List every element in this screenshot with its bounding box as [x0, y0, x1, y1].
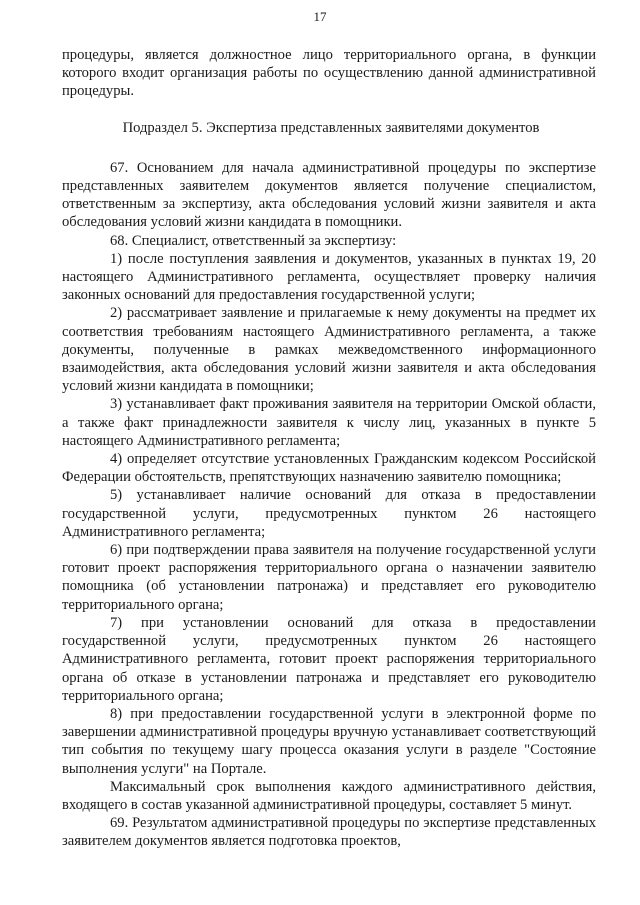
list-item-2: 2) рассматривает заявление и прилагаемые к нему документы на предмет их соответствия требованиям настоящего Административного регламента, а также документы, полученные в рамках межведомственного информационного взаимодействия, акта обследования условий жизни заявителя и акта обследования условий жизни кандидата в помощники; — [62, 305, 596, 395]
body-text — [62, 46, 596, 851]
paragraph-67: 67. Основанием для начала административной процедуры по экспертизе представленных заявителем документов является получение специалистом, ответственным за экспертизу, акта обследования условий жизни заявителя и акта обследования условий жизни кандидата в помощники. — [62, 159, 596, 231]
max-duration-paragraph: Максимальный срок выполнения каждого административного действия, входящего в состав указанной административной процедуры, составляет 5 минут. — [62, 778, 596, 813]
page-number: 17 — [313, 9, 327, 24]
list-item-6: 6) при подтверждении права заявителя на получение государственной услуги готовит проект распоряжения территориального органа о назначении заявителю помощника (об установлении патронажа) и представляет его руководителю территориального органа; — [62, 542, 596, 613]
list-item-1: 1) после поступления заявления и документов, указанных в пунктах 19, 20 настоящего Административного регламента, осуществляет проверку наличия законных оснований для предоставления государственной услуги; — [62, 250, 596, 304]
paragraph-68: 68. Специалист, ответственный за экспертизу: — [110, 232, 397, 249]
opening-paragraph: процедуры, является должностное лицо территориального органа, в функции которого входит организация работы по осуществлению данной административной процедуры. — [62, 47, 596, 100]
list-item-5: 5) устанавливает наличие оснований для отказа в предоставлении государственной услуги, предусмотренных пунктом 26 настоящего Административного регламента; — [62, 487, 596, 540]
list-item-3: 3) устанавливает факт проживания заявителя на территории Омской области, а также факт принадлежности заявителя к числу лиц, указанных в пункте 5 настоящего Административного регламента; — [62, 396, 596, 449]
paragraph-69: 69. Результатом административной процедуры по экспертизе представленных заявителем документов является подготовка проектов, — [62, 815, 596, 850]
list-item-8: 8) при предоставлении государственной услуги в электронной форме по завершении административной процедуры вручную устанавливает соответствующий тип события по текущему шагу процесса оказания услуги в разделе "Состояние выполнения услуги" на Портале. — [62, 705, 596, 777]
list-item-4: 4) определяет отсутствие установленных Гражданским кодексом Российской Федерации обстоятельств, препятствующих назначению заявителю помощника; — [62, 451, 596, 486]
list-item-7: 7) при установлении оснований для отказа в предоставлении государственной услуги, предусмотренных пунктом 26 настоящего Административного регламента, готовит проект распоряжения территориального органа об отказе в установлении патронажа и представляет его руководителю территориального органа; — [62, 614, 596, 704]
subsection-title: Подраздел 5. Экспертиза представленных заявителями документов — [122, 119, 540, 136]
